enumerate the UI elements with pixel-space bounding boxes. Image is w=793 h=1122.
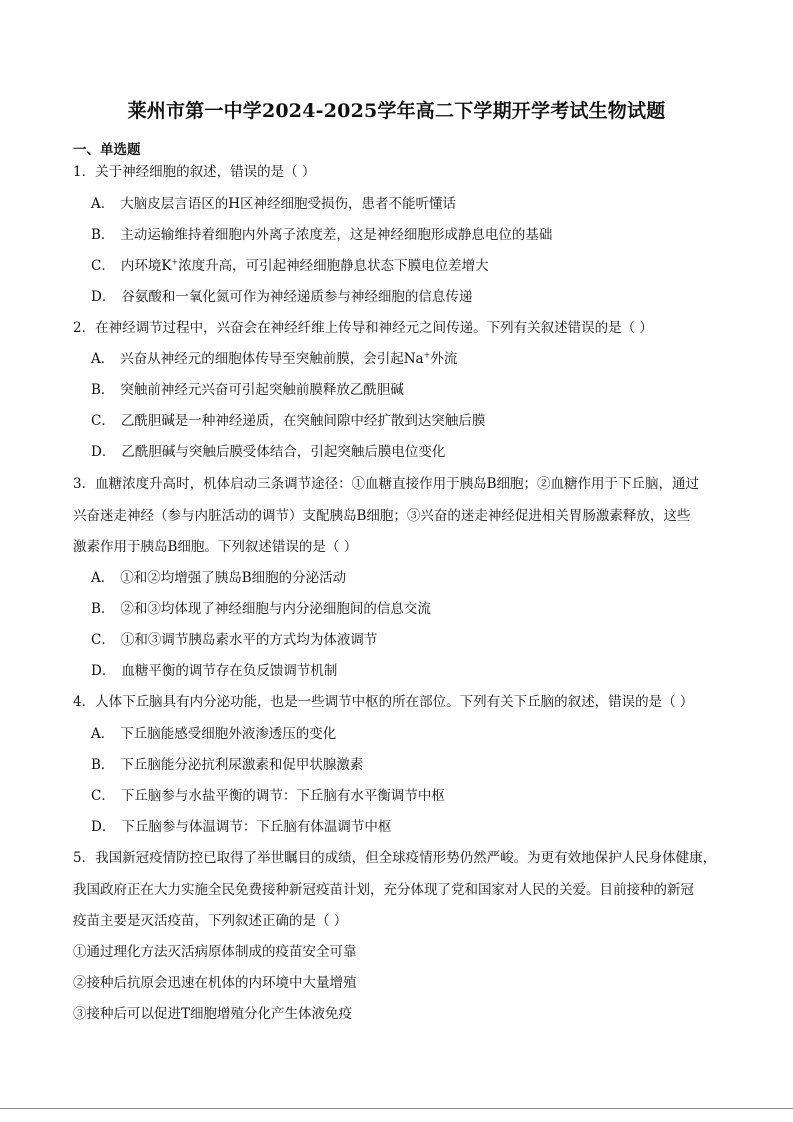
option-text: ①和③调节胰岛素水平的方式均为体液调节 <box>120 632 378 648</box>
option-label: A． <box>91 196 115 212</box>
option-text: 谷氨酸和一氧化氮可作为神经递质参与神经细胞的信息传递 <box>121 289 473 305</box>
question-5-statement-3: ③接种后可以促进T细胞增殖分化产生体液免疫 <box>73 1006 353 1022</box>
option-text: 主动运输维持着细胞内外离子浓度差，这是神经细胞形成静息电位的基础 <box>120 227 553 243</box>
option-text: 乙酰胆碱与突触后膜受体结合，引起突触后膜电位变化 <box>121 444 446 460</box>
option-text: ②和③均体现了神经细胞与内分泌细胞间的信息交流 <box>120 601 431 617</box>
option-text: 下丘脑能分泌抗利尿激素和促甲状腺激素 <box>120 757 364 773</box>
option-text-pre: 兴奋从神经元的细胞体传导至突触前膜，会引起Na <box>120 351 424 367</box>
question-5-stem-line-2: 我国政府正在大力实施全民免费接种新冠疫苗计划，充分体现了党和国家对人民的关爱。目前接种的新冠 <box>73 882 694 898</box>
question-5-stem-line-3: 疫苗主要是灭活疫苗，下列叙述正确的是（ ） <box>73 913 348 929</box>
question-4-option-d <box>91 818 391 836</box>
question-1-stem: 1．关于神经细胞的叙述，错误的是（ ） <box>73 164 316 180</box>
question-5-statement-1: ①通过理化方法灭活病原体制成的疫苗安全可靠 <box>73 944 357 960</box>
option-label: C． <box>91 632 115 648</box>
superscript-plus: + <box>171 257 179 267</box>
option-text-post: 外流 <box>430 351 458 367</box>
question-1-option-c <box>91 257 489 275</box>
question-5-stem-line-1: 5．我国新冠疫情防控已取得了举世瞩目的成绩，但全球疫情形势仍然严峻。为更有效地保护人民身体健康， <box>73 850 717 866</box>
question-2-stem: 2．在神经调节过程中，兴奋会在神经纤维上传导和神经元之间传递。下列有关叙述错误的是（ ） <box>73 320 653 336</box>
question-3-option-a <box>91 569 346 587</box>
option-text-post: 浓度升高，可引起神经细胞静息状态下膜电位差增大 <box>178 258 489 274</box>
question-4-option-c <box>91 787 445 805</box>
question-2-option-d <box>91 443 445 461</box>
option-text: 下丘脑参与体温调节：下丘脑有体温调节中枢 <box>121 819 392 835</box>
question-1-option-a <box>91 195 456 213</box>
option-label: B． <box>91 227 115 243</box>
option-label: A． <box>91 570 115 586</box>
section-heading: 一、单选题 <box>73 142 141 158</box>
option-label: A． <box>91 351 115 367</box>
question-4-option-a <box>91 725 336 743</box>
option-text: 大脑皮层言语区的H区神经细胞受损伤，患者不能听懂话 <box>120 196 457 212</box>
option-text: 突触前神经元兴奋可引起突触前膜释放乙酰胆碱 <box>120 382 404 398</box>
option-label: D． <box>91 289 116 305</box>
question-1-option-b <box>91 226 552 244</box>
option-label: D． <box>91 663 116 679</box>
option-text: 下丘脑参与水盐平衡的调节：下丘脑有水平衡调节中枢 <box>120 788 445 804</box>
option-label: B． <box>91 382 115 398</box>
option-label: D． <box>91 819 116 835</box>
exam-title: 莱州市第一中学2024-2025学年高二下学期开学考试生物试题 <box>127 100 666 122</box>
question-3-stem-line-3: 激素作用于胰岛B细胞。下列叙述错误的是（ ） <box>73 539 358 555</box>
question-5-statement-2: ②接种后抗原会迅速在机体的内环境中大量增殖 <box>73 975 357 991</box>
question-3-stem-line-1: 3．血糖浓度升高时，机体启动三条调节途径：①血糖直接作用于胰岛B细胞；②血糖作用于下丘脑，通过 <box>73 476 700 492</box>
option-label: C． <box>91 413 115 429</box>
option-label: B． <box>91 601 115 617</box>
question-2-option-c <box>91 412 485 430</box>
question-4-option-b <box>91 756 363 774</box>
question-3-stem-line-2: 兴奋迷走神经（参与内脏活动的调节）支配胰岛B细胞；③兴奋的迷走神经促进相关胃肠激素释放，这些 <box>73 508 691 524</box>
question-2-option-b <box>91 381 404 399</box>
option-label: C． <box>91 788 115 804</box>
question-3-option-c <box>91 631 377 649</box>
page-bottom-divider <box>0 1108 793 1109</box>
option-label: D． <box>91 444 116 460</box>
superscript-plus: + <box>423 350 431 360</box>
option-text: 乙酰胆碱是一种神经递质，在突触间隙中经扩散到达突触后膜 <box>120 413 486 429</box>
question-3-option-b <box>91 600 431 618</box>
option-text: 血糖平衡的调节存在负反馈调节机制 <box>121 663 338 679</box>
option-text-pre: 内环境K <box>120 258 172 274</box>
question-1-option-d <box>91 288 472 306</box>
option-label: B． <box>91 757 115 773</box>
option-text: ①和②均增强了胰岛B细胞的分泌活动 <box>120 570 347 586</box>
option-label: C． <box>91 258 115 274</box>
question-4-stem: 4．人体下丘脑具有内分泌功能，也是一些调节中枢的所在部位。下列有关下丘脑的叙述，错误的是（ ） <box>73 694 694 710</box>
question-3-option-d <box>91 662 337 680</box>
option-label: A． <box>91 726 115 742</box>
question-2-option-a <box>91 350 457 368</box>
option-text: 下丘脑能感受细胞外液渗透压的变化 <box>120 726 337 742</box>
